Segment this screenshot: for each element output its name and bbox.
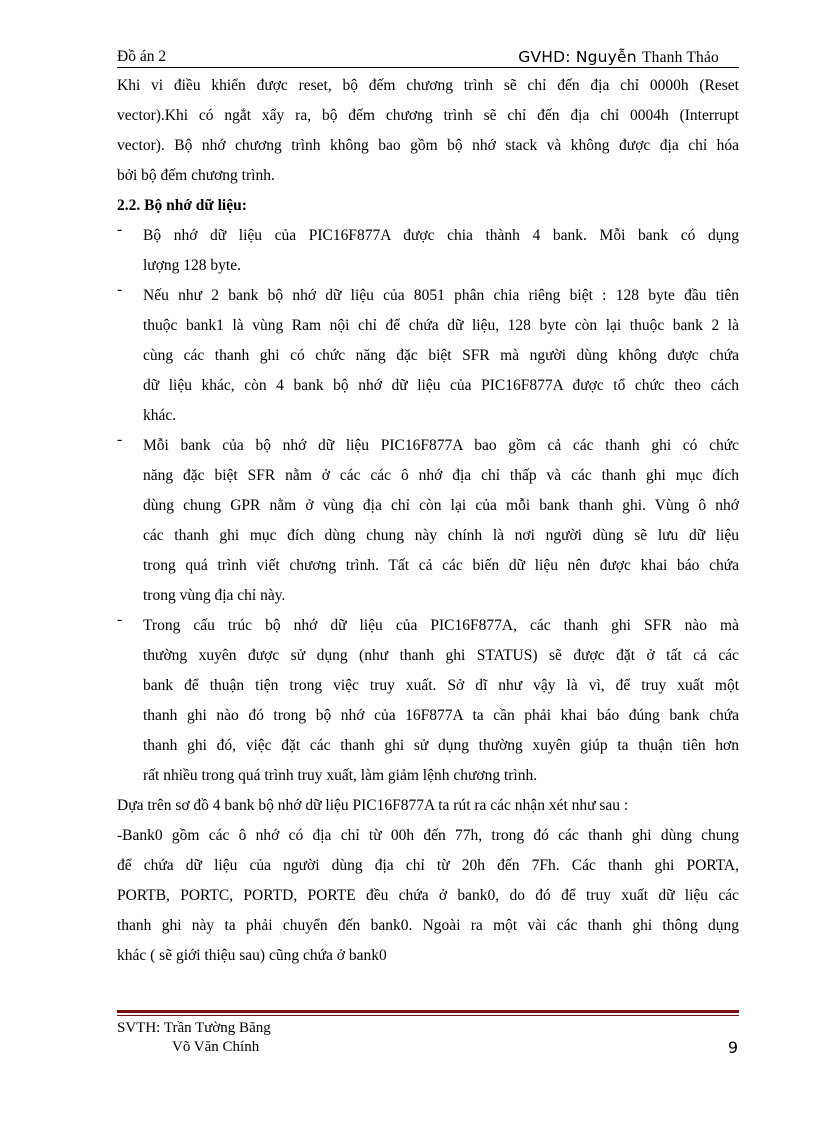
text-line: lượng 128 byte. [143,257,241,274]
header-advisor-prefix: GVHD: Nguyễn [518,48,637,66]
text-line: cùng các thanh ghi có chức năng đặc biệt SFR mà người dùng không được chứa [143,347,739,364]
bullet-item-4 [117,611,739,791]
text-line: Nếu như 2 bank bộ nhớ dữ liệu của 8051 phân chia riêng biệt : 128 byte đầu tiên [143,287,739,304]
header-course-title: Đồ án 2 [117,48,167,65]
bullet-marker: - [117,281,123,298]
text-line: trong quá trình viết chương trình. Tất cả các biến dữ liệu nên được khai báo chứa [143,557,739,574]
text-line: rất nhiều trong quá trình truy xuất, làm giảm lệnh chương trình. [143,767,538,784]
text-line: năng đặc biệt SFR nằm ở các các ô nhớ địa chỉ thấp và các thanh ghi mục đích [143,467,739,484]
text-line: vector). Bộ nhớ chương trình không bao gồm bộ nhớ stack và không được địa chỉ hóa [117,137,739,154]
header-divider [117,67,739,68]
footer-student-2: Võ Văn Chính [172,1039,260,1055]
text-line: dữ liệu khác, còn 4 bank bộ nhớ dữ liệu của PIC16F877A được tổ chức theo cách [143,377,739,394]
text-line: khác. [143,407,177,424]
footer-student-1: SVTH: Trần Tường Băng [117,1020,271,1036]
text-line: -Bank0 gồm các ô nhớ có địa chỉ từ 00h đến 77h, trong đó các thanh ghi dùng chung [117,827,739,844]
bullet-item-3 [117,431,739,611]
text-line: các thanh ghi mục đích dùng chung này chính là nơi người dùng sẽ lưu dữ liệu [143,527,739,544]
page-number: 9 [727,1038,738,1057]
text-line: bank để thuận tiện trong việc truy xuất. Sở dĩ như vậy là vì, để truy xuất một [143,677,739,694]
section-heading: 2.2. Bộ nhớ dữ liệu: [117,197,247,214]
text-line: thường xuyên được sử dụng (như thanh ghi STATUS) sẽ được đặt ở tất cả các [143,647,739,664]
footer-divider-thick [117,1010,739,1013]
text-line: trong vùng địa chỉ này. [143,587,286,604]
text-line: thanh ghi nào đó trong bộ nhớ của 16F877A ta cần phải khai báo đúng bank chứa [143,707,739,724]
header-advisor [518,48,719,67]
text-line: Trong cấu trúc bộ nhớ dữ liệu của PIC16F877A, các thanh ghi SFR nào mà [143,617,739,634]
text-line: Mỗi bank của bộ nhớ dữ liệu PIC16F877A bao gồm cả các thanh ghi có chức [143,437,739,454]
paragraph-bank0 [117,821,739,971]
text-line: khác ( sẽ giới thiệu sau) cũng chứa ở bank0 [117,947,387,964]
text-line: bởi bộ đếm chương trình. [117,167,275,184]
header-advisor-name: Thanh Thảo [641,49,719,66]
bullet-marker: - [117,221,123,238]
bullet-marker: - [117,611,123,628]
paragraph-summary-intro: Dựa trên sơ đồ 4 bank bộ nhớ dữ liệu PIC16F877A ta rút ra các nhận xét như sau : [117,797,629,814]
page-body [117,71,739,971]
text-line: thuộc bank1 là vùng Ram nội chỉ để chứa dữ liệu, 128 byte còn lại thuộc bank 2 là [143,317,739,334]
bullet-item-1 [117,221,739,281]
text-line: thanh ghi đó, việc đặt các thanh ghi sử dụng thường xuyên giúp ta thuận tiên hơn [143,737,739,754]
text-line: thanh ghi này ta phải chuyển đến bank0. Ngoài ra một vài các thanh ghi thông dụng [117,917,739,934]
text-line: vector).Khi có ngắt xẩy ra, bộ đếm chương trình sẽ chỉ đến địa chỉ 0004h (Interrupt [117,107,739,124]
footer-students [117,1019,271,1057]
text-line: Khi vi điều khiển được reset, bộ đếm chương trình sẽ chỉ đến địa chỉ 0000h (Reset [117,77,739,94]
text-line: dùng chung GPR nằm ở vùng địa chỉ còn lại của mỗi bank thanh ghi. Vùng ô nhớ [143,497,739,514]
paragraph-reset-vector [117,71,739,191]
bullet-marker: - [117,431,123,448]
text-line: để chứa dữ liệu của người dùng địa chỉ từ 20h đến 7Fh. Các thanh ghi PORTA, [117,857,739,874]
text-line: Bộ nhớ dữ liệu của PIC16F877A được chia thành 4 bank. Mỗi bank có dụng [143,227,739,244]
bullet-item-2 [117,281,739,431]
text-line: PORTB, PORTC, PORTD, PORTE đều chứa ở bank0, do đó để truy xuất dữ liệu các [117,887,739,904]
footer-divider-thin [117,1015,739,1016]
